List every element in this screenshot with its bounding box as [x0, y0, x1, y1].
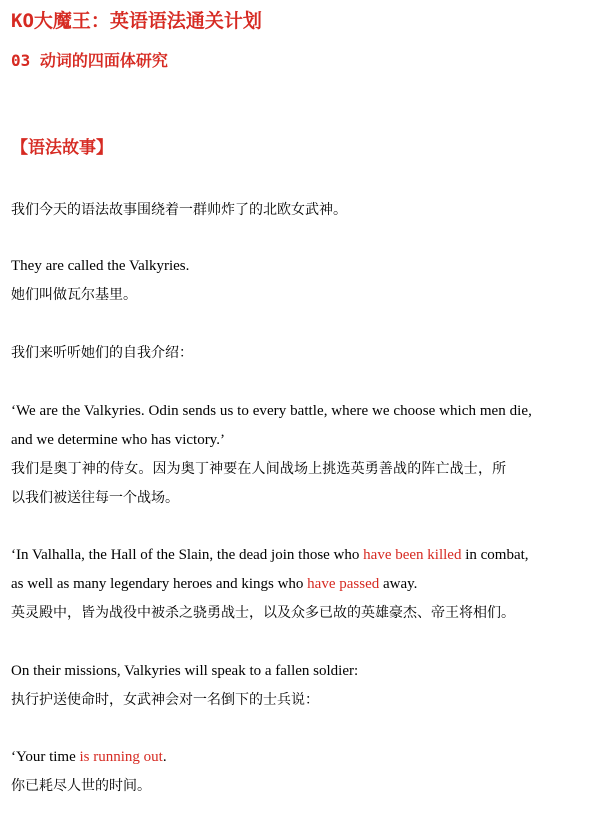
english-line: On their missions, Valkyries will speak to a fallen soldier: — [11, 663, 359, 679]
chinese-line: 她们叫做瓦尔基里。 — [11, 287, 137, 303]
intro-paragraph: 我们今天的语法故事围绕着一群帅炸了的北欧女武神。 — [11, 202, 347, 218]
english-line: and we determine who has victory.’ — [11, 432, 225, 448]
chinese-line: 你已耗尽人世的时间。 — [11, 778, 151, 794]
highlighted-verb-phrase: have been killed — [363, 547, 462, 563]
chinese-line: 以我们被送往每一个战场。 — [11, 490, 179, 506]
english-line — [11, 541, 581, 570]
text-run: away. — [379, 576, 418, 592]
page-title: KO大魔王：英语语法通关计划 — [11, 10, 262, 32]
english-line: They are called the Valkyries. — [11, 258, 190, 274]
section-heading: 【语法故事】 — [11, 138, 113, 158]
highlighted-verb-phrase: is running out — [79, 749, 163, 765]
text-run: in combat, — [461, 547, 529, 563]
chinese-line: 我们来听听她们的自我介绍： — [11, 345, 193, 361]
english-line — [11, 570, 581, 599]
highlighted-verb-phrase: have passed — [307, 576, 380, 592]
text-run: as well as many legendary heroes and kings who — [11, 576, 308, 592]
english-line — [11, 743, 581, 772]
chinese-line: 我们是奥丁神的侍女。因为奥丁神要在人间战场上挑选英勇善战的阵亡战士，所 — [11, 461, 507, 477]
text-run: . — [162, 749, 167, 765]
text-run: ‘In Valhalla, the Hall of the Slain, the dead join those who — [11, 547, 364, 563]
english-line: ‘We are the Valkyries. Odin sends us to every battle, where we choose which men die, — [11, 403, 532, 419]
chinese-line: 执行护送使命时，女武神会对一名倒下的士兵说： — [11, 692, 319, 708]
text-run: ‘Your time — [11, 749, 80, 765]
chapter-subtitle: 03 动词的四面体研究 — [11, 51, 168, 70]
chinese-line: 英灵殿中，皆为战役中被杀之骁勇战士，以及众多已故的英雄豪杰、帝王将相们。 — [11, 605, 515, 621]
